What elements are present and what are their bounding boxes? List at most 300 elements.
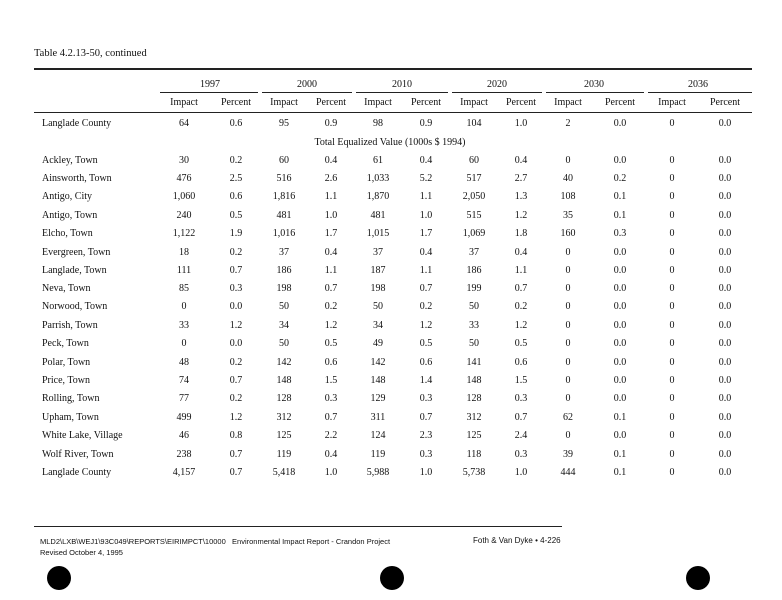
table-cell: 37 [373, 247, 383, 258]
table-cell: 1.2 [229, 320, 243, 331]
table-cell: 0.3 [514, 449, 528, 460]
table-cell: 61 [373, 155, 383, 166]
footer-path: MLD2\LXB\WEJ1\93C049\REPORTS\EIRIMPCT\10000 [40, 537, 226, 546]
year-header: 1997 [200, 79, 220, 90]
table-cell: 198 [370, 283, 386, 294]
table-row [0, 191, 782, 209]
table-cell: 0 [669, 191, 675, 202]
table-row [0, 155, 782, 173]
table-cell: 0.0 [229, 301, 243, 312]
year-header: 2030 [584, 79, 604, 90]
table-cell: 128 [276, 393, 292, 404]
table-cell: 50 [469, 301, 479, 312]
table-cell: 499 [176, 412, 192, 423]
header-rule-top [34, 68, 752, 70]
table-cell: 2.5 [229, 173, 243, 184]
table-row [0, 357, 782, 375]
table-cell: 0 [565, 265, 571, 276]
table-cell: 125 [466, 430, 482, 441]
table-cell: 1.0 [324, 467, 338, 478]
table-cell: 1.1 [419, 265, 433, 276]
table-row [0, 412, 782, 430]
table-cell: 0.2 [229, 393, 243, 404]
table-cell: 1.5 [324, 375, 338, 386]
table-caption: Table 4.2.13-50, continued [34, 48, 147, 59]
table-cell: 0.0 [613, 118, 627, 129]
table-cell: 0.1 [613, 467, 627, 478]
table-cell: 30 [179, 155, 189, 166]
table-cell: 0 [565, 283, 571, 294]
table-cell: 142 [370, 357, 386, 368]
table-cell: 0.0 [613, 338, 627, 349]
table-cell: 48 [179, 357, 189, 368]
table-cell: 0.7 [229, 375, 243, 386]
impact-header: Impact [460, 97, 488, 108]
table-cell: 1.8 [514, 228, 528, 239]
table-row [0, 375, 782, 393]
table-row [0, 301, 782, 319]
table-cell: 0 [669, 210, 675, 221]
table-cell: 0.2 [419, 301, 433, 312]
table-cell: 0.0 [613, 375, 627, 386]
table-cell: 46 [179, 430, 189, 441]
table-cell: 0.1 [613, 449, 627, 460]
table-cell: 1.7 [324, 228, 338, 239]
table-cell: 2.4 [514, 430, 528, 441]
table-cell: 62 [563, 412, 573, 423]
table-cell: 1,870 [366, 191, 390, 202]
table-row [0, 228, 782, 246]
table-cell: 1.1 [324, 265, 338, 276]
table-cell: 0.0 [613, 247, 627, 258]
table-cell: 49 [373, 338, 383, 349]
table-cell: 1.9 [229, 228, 243, 239]
table-cell: 0 [181, 338, 187, 349]
year-header: 2000 [297, 79, 317, 90]
header-rule-bottom [34, 112, 752, 113]
table-cell: 160 [560, 228, 576, 239]
row-name: Polar, Town [42, 357, 91, 368]
footer-rule [34, 526, 562, 527]
footer-revised: Revised October 4, 1995 [40, 548, 123, 557]
table-cell: 0.6 [324, 357, 338, 368]
table-cell: 37 [279, 247, 289, 258]
row-name: Langlade, Town [42, 265, 107, 276]
table-cell: 186 [276, 265, 292, 276]
table-cell: 311 [370, 412, 386, 423]
row-name: Ainsworth, Town [42, 173, 112, 184]
table-cell: 1.7 [419, 228, 433, 239]
table-cell: 4,157 [172, 467, 196, 478]
table-cell: 39 [563, 449, 573, 460]
table-cell: 0.0 [718, 265, 732, 276]
table-cell: 0 [669, 449, 675, 460]
table-cell: 2.6 [324, 173, 338, 184]
row-name: Elcho, Town [42, 228, 93, 239]
table-cell: 125 [276, 430, 292, 441]
row-name: Ackley, Town [42, 155, 98, 166]
table-cell: 1,069 [462, 228, 486, 239]
table-cell: 0.0 [718, 155, 732, 166]
table-cell: 0.3 [419, 449, 433, 460]
table-cell: 119 [276, 449, 292, 460]
table-cell: 0.3 [229, 283, 243, 294]
table-cell: 0.4 [514, 155, 528, 166]
table-cell: 18 [179, 247, 189, 258]
percent-header: Percent [605, 97, 635, 108]
table-cell: 0.0 [718, 338, 732, 349]
table-cell: 0.1 [613, 210, 627, 221]
table-cell: 0 [565, 247, 571, 258]
table-cell: 50 [469, 338, 479, 349]
table-row [0, 265, 782, 283]
table-cell: 0.7 [324, 283, 338, 294]
table-cell: 0.0 [613, 155, 627, 166]
table-cell: 186 [466, 265, 482, 276]
table-cell: 0.5 [324, 338, 338, 349]
table-cell: 0.6 [229, 118, 243, 129]
footer-left [40, 536, 390, 558]
table-cell: 50 [279, 338, 289, 349]
table-cell: 5,988 [366, 467, 390, 478]
table-cell: 476 [176, 173, 192, 184]
table-cell: 0 [669, 338, 675, 349]
table-cell: 0 [669, 412, 675, 423]
percent-header: Percent [316, 97, 346, 108]
table-cell: 5.2 [419, 173, 433, 184]
table-cell: 0 [669, 320, 675, 331]
table-cell: 34 [373, 320, 383, 331]
table-cell: 60 [469, 155, 479, 166]
table-cell: 1.2 [324, 320, 338, 331]
table-row [0, 210, 782, 228]
table-cell: 0.2 [324, 301, 338, 312]
table-cell: 0.0 [718, 301, 732, 312]
table-cell: 142 [276, 357, 292, 368]
table-cell: 0.3 [324, 393, 338, 404]
table-cell: 148 [276, 375, 292, 386]
table-cell: 111 [176, 265, 192, 276]
impact-header: Impact [554, 97, 582, 108]
table-cell: 34 [279, 320, 289, 331]
impact-header: Impact [658, 97, 686, 108]
table-cell: 0.0 [613, 357, 627, 368]
table-cell: 0.4 [419, 155, 433, 166]
table-cell: 0.2 [229, 247, 243, 258]
table-cell: 0.0 [718, 412, 732, 423]
table-cell: 1.2 [419, 320, 433, 331]
table-cell: 40 [563, 173, 573, 184]
table-cell: 0.9 [419, 118, 433, 129]
table-cell: 0 [565, 393, 571, 404]
table-cell: 481 [370, 210, 386, 221]
table-cell: 2.3 [419, 430, 433, 441]
row-name: Antigo, Town [42, 210, 98, 221]
year-underline [648, 92, 752, 93]
table-cell: 0.0 [718, 357, 732, 368]
table-cell: 0 [565, 155, 571, 166]
row-name: Upham, Town [42, 412, 99, 423]
table-cell: 0.0 [718, 467, 732, 478]
table-cell: 5,418 [272, 467, 296, 478]
table-cell: 0 [669, 247, 675, 258]
table-cell: 0.5 [514, 338, 528, 349]
table-cell: 0 [669, 228, 675, 239]
table-cell: 187 [370, 265, 386, 276]
table-cell: 124 [370, 430, 386, 441]
row-name: Peck, Town [42, 338, 89, 349]
table-cell: 0.1 [613, 191, 627, 202]
table-cell: 77 [179, 393, 189, 404]
table-cell: 0.4 [324, 247, 338, 258]
table-cell: 240 [176, 210, 192, 221]
table-cell: 0.2 [514, 301, 528, 312]
table-cell: 516 [276, 173, 292, 184]
row-name: Evergreen, Town [42, 247, 111, 258]
table-cell: 0.4 [514, 247, 528, 258]
binder-hole-center [380, 566, 404, 590]
table-cell: 1.1 [324, 191, 338, 202]
table-cell: 0.7 [514, 412, 528, 423]
table-cell: 0.5 [419, 338, 433, 349]
table-cell: 1.2 [514, 210, 528, 221]
table-row [0, 467, 782, 485]
table-cell: 199 [466, 283, 482, 294]
row-name: Norwood, Town [42, 301, 108, 312]
year-underline [262, 92, 352, 93]
table-cell: 0 [565, 320, 571, 331]
table-cell: 64 [179, 118, 189, 129]
table-cell: 0.0 [718, 393, 732, 404]
table-cell: 0 [669, 301, 675, 312]
table-cell: 1.0 [514, 118, 528, 129]
percent-header: Percent [710, 97, 740, 108]
table-cell: 1.1 [514, 265, 528, 276]
table-cell: 0.0 [718, 228, 732, 239]
table-cell: 0.7 [419, 412, 433, 423]
table-cell: 1,033 [366, 173, 390, 184]
table-cell: 0 [565, 430, 571, 441]
table-cell: 0.0 [613, 301, 627, 312]
row-name: Rolling, Town [42, 393, 100, 404]
percent-header: Percent [506, 97, 536, 108]
table-cell: 0.7 [324, 412, 338, 423]
table-row [0, 338, 782, 356]
table-cell: 0 [669, 467, 675, 478]
binder-hole-right [686, 566, 710, 590]
table-cell: 0.0 [613, 283, 627, 294]
table-cell: 0 [669, 375, 675, 386]
table-cell: 1,016 [272, 228, 296, 239]
row-name: Langlade County [42, 467, 112, 478]
table-cell: 1,060 [172, 191, 196, 202]
row-name: White Lake, Village [42, 430, 123, 441]
table-cell: 0.9 [324, 118, 338, 129]
table-cell: 312 [276, 412, 292, 423]
table-cell: 128 [466, 393, 482, 404]
table-cell: 0 [669, 357, 675, 368]
table-cell: 0 [565, 375, 571, 386]
section-title: Total Equalized Value (1000s $ 1994) [314, 137, 466, 148]
table-cell: 0 [565, 357, 571, 368]
row-name: Neva, Town [42, 283, 91, 294]
table-cell: 1.5 [514, 375, 528, 386]
table-cell: 0.2 [613, 173, 627, 184]
table-row [0, 393, 782, 411]
table-cell: 0.8 [229, 430, 243, 441]
table-cell: 0 [669, 118, 675, 129]
table-row-top [0, 118, 782, 136]
table-row [0, 283, 782, 301]
row-name: Langlade County [42, 118, 112, 129]
table-cell: 0.0 [718, 430, 732, 441]
impact-header: Impact [170, 97, 198, 108]
table-cell: 74 [179, 375, 189, 386]
table-cell: 0.7 [419, 283, 433, 294]
table-cell: 35 [563, 210, 573, 221]
table-cell: 0.0 [718, 247, 732, 258]
table-cell: 1.0 [419, 210, 433, 221]
table-cell: 0.0 [718, 173, 732, 184]
table-cell: 1.0 [324, 210, 338, 221]
table-cell: 1.3 [514, 191, 528, 202]
table-cell: 141 [466, 357, 482, 368]
table-cell: 0 [669, 173, 675, 184]
table-cell: 5,738 [462, 467, 486, 478]
table-cell: 481 [276, 210, 292, 221]
table-cell: 0.0 [718, 449, 732, 460]
impact-header: Impact [270, 97, 298, 108]
table-cell: 517 [466, 173, 482, 184]
table-cell: 33 [469, 320, 479, 331]
table-cell: 1,122 [172, 228, 196, 239]
table-cell: 0.4 [324, 449, 338, 460]
table-cell: 95 [279, 118, 289, 129]
table-cell: 108 [560, 191, 576, 202]
table-cell: 0 [565, 338, 571, 349]
table-cell: 1.4 [419, 375, 433, 386]
table-cell: 104 [466, 118, 482, 129]
table-cell: 33 [179, 320, 189, 331]
table-cell: 50 [279, 301, 289, 312]
table-cell: 0.1 [613, 412, 627, 423]
table-row [0, 430, 782, 448]
table-cell: 0.2 [229, 155, 243, 166]
row-name: Antigo, City [42, 191, 93, 202]
table-cell: 515 [466, 210, 482, 221]
table-cell: 0 [181, 301, 187, 312]
table-cell: 0 [669, 393, 675, 404]
table-cell: 0 [669, 155, 675, 166]
table-cell: 1.1 [419, 191, 433, 202]
table-row [0, 449, 782, 467]
table-cell: 2.2 [324, 430, 338, 441]
year-underline [356, 92, 448, 93]
table-cell: 0 [669, 265, 675, 276]
table-cell: 0.0 [613, 430, 627, 441]
row-name: Price, Town [42, 375, 90, 386]
table-row [0, 173, 782, 191]
table-cell: 148 [370, 375, 386, 386]
table-cell: 1.0 [514, 467, 528, 478]
table-cell: 0 [669, 283, 675, 294]
table-cell: 0.7 [229, 265, 243, 276]
table-cell: 129 [370, 393, 386, 404]
table-cell: 0.0 [718, 283, 732, 294]
table-cell: 0.4 [324, 155, 338, 166]
table-cell: 1.2 [514, 320, 528, 331]
table-cell: 1,816 [272, 191, 296, 202]
footer-firm-page: Foth & Van Dyke • 4-226 [473, 536, 561, 545]
table-cell: 0.0 [718, 118, 732, 129]
table-cell: 0.0 [718, 375, 732, 386]
table-cell: 98 [373, 118, 383, 129]
table-cell: 85 [179, 283, 189, 294]
table-cell: 0 [669, 430, 675, 441]
footer-report-title: Environmental Impact Report - Crandon Project [232, 537, 391, 546]
table-cell: 0.0 [229, 338, 243, 349]
table-cell: 198 [276, 283, 292, 294]
table-cell: 444 [560, 467, 576, 478]
binder-hole-left [47, 566, 71, 590]
table-cell: 37 [469, 247, 479, 258]
table-cell: 118 [466, 449, 482, 460]
table-cell: 0.3 [613, 228, 627, 239]
table-row [0, 320, 782, 338]
row-name: Wolf River, Town [42, 449, 114, 460]
table-cell: 0.6 [514, 357, 528, 368]
table-cell: 1.2 [229, 412, 243, 423]
table-cell: 1.0 [419, 467, 433, 478]
table-cell: 1,015 [366, 228, 390, 239]
table-cell: 2,050 [462, 191, 486, 202]
table-cell: 0.0 [613, 265, 627, 276]
table-cell: 0.3 [514, 393, 528, 404]
table-cell: 0.0 [718, 320, 732, 331]
table-cell: 0.7 [514, 283, 528, 294]
table-cell: 0.6 [419, 357, 433, 368]
table-cell: 0.0 [613, 393, 627, 404]
percent-header: Percent [221, 97, 251, 108]
table-row [0, 247, 782, 265]
table-cell: 0.2 [229, 357, 243, 368]
table-cell: 0.0 [718, 210, 732, 221]
table-cell: 312 [466, 412, 482, 423]
table-cell: 2.7 [514, 173, 528, 184]
table-cell: 0.7 [229, 449, 243, 460]
row-name: Parrish, Town [42, 320, 98, 331]
table-cell: 148 [466, 375, 482, 386]
year-header: 2020 [487, 79, 507, 90]
impact-header: Impact [364, 97, 392, 108]
table-cell: 0.6 [229, 191, 243, 202]
table-cell: 2 [565, 118, 571, 129]
table-cell: 0.5 [229, 210, 243, 221]
table-cell: 0.0 [613, 320, 627, 331]
table-cell: 0.0 [718, 191, 732, 202]
year-underline [452, 92, 542, 93]
table-cell: 0.7 [229, 467, 243, 478]
table-cell: 0 [565, 301, 571, 312]
table-cell: 50 [373, 301, 383, 312]
year-underline [160, 92, 258, 93]
year-header: 2036 [688, 79, 708, 90]
table-cell: 238 [176, 449, 192, 460]
table-cell: 60 [279, 155, 289, 166]
percent-header: Percent [411, 97, 441, 108]
table-cell: 0.3 [419, 393, 433, 404]
table-cell: 119 [370, 449, 386, 460]
